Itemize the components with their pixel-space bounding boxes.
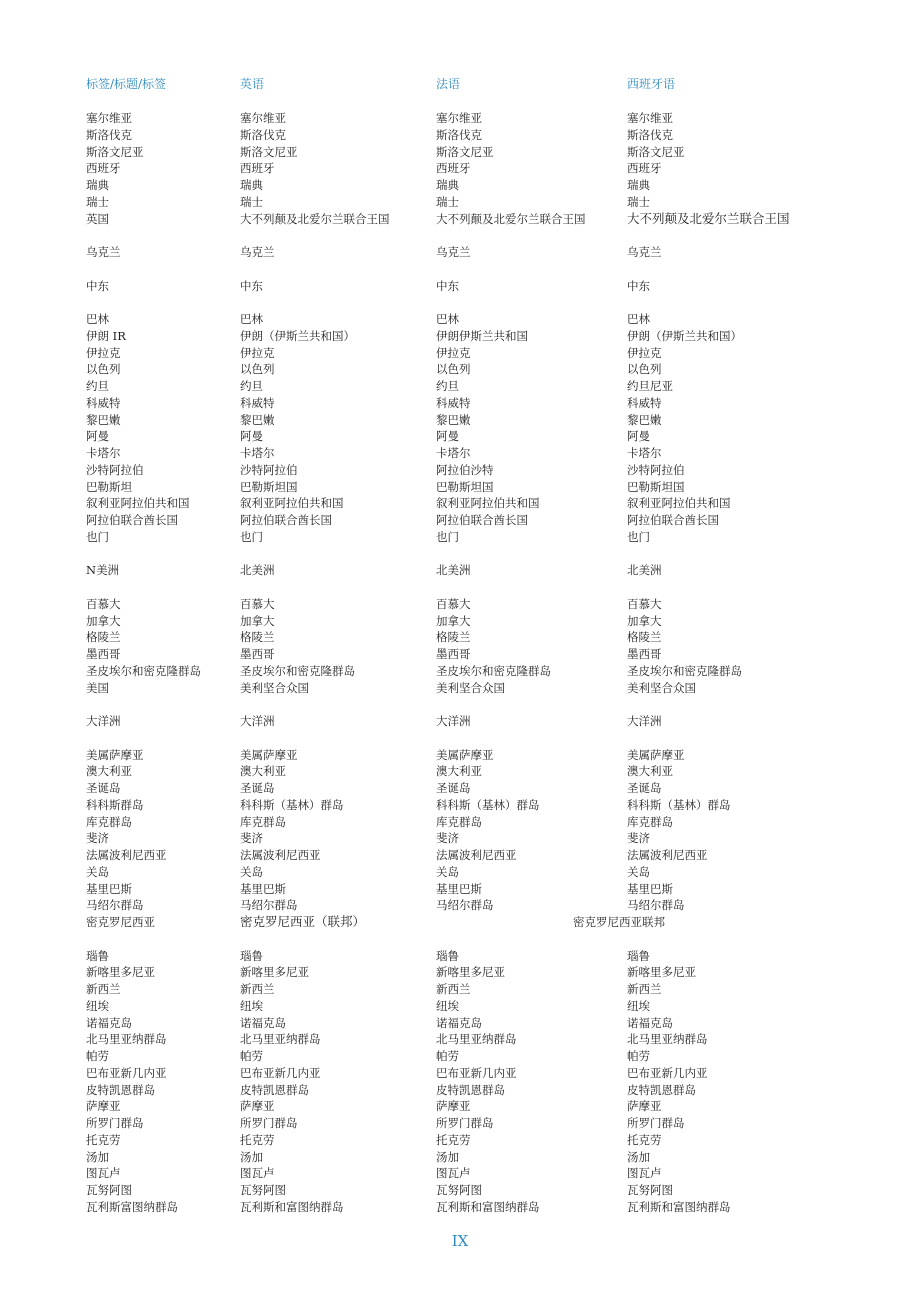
list-item: 加拿大 xyxy=(240,613,275,628)
list-item: 纽埃 xyxy=(240,998,263,1013)
list-item: 萨摩亚 xyxy=(86,1099,121,1114)
list-item: 图瓦卢 xyxy=(86,1166,121,1181)
list-item: 叙利亚阿拉伯共和国 xyxy=(436,496,540,511)
list-item: 瑞典 xyxy=(436,178,459,192)
list-item: 也门 xyxy=(436,529,459,544)
list-item: 密克罗尼西亚（联邦） xyxy=(240,914,366,929)
list-item: 圣诞岛 xyxy=(86,781,121,795)
list-item: 瓦利斯和富图纳群岛 xyxy=(436,1199,540,1214)
list-item xyxy=(240,261,390,278)
list-item: 科科斯（基林）群岛 xyxy=(627,797,731,812)
list-item: 纽埃 xyxy=(86,998,109,1013)
list-item: 美国 xyxy=(86,680,109,695)
list-item: 乌克兰 xyxy=(240,245,275,259)
list-item xyxy=(436,730,586,747)
list-item xyxy=(86,931,201,948)
list-item xyxy=(86,730,201,747)
list-item: 沙特阿拉伯 xyxy=(240,462,298,477)
list-item xyxy=(436,931,586,948)
list-item: 叙利亚阿拉伯共和国 xyxy=(627,496,731,511)
list-item: 纽埃 xyxy=(627,998,650,1013)
list-item: 中东 xyxy=(86,278,109,293)
list-item xyxy=(240,931,390,948)
list-item: 法属波利尼西亚 xyxy=(436,848,517,862)
list-item: 美利坚合众国 xyxy=(436,680,505,695)
list-item: 也门 xyxy=(86,529,109,544)
list-item: 塞尔维亚 xyxy=(86,111,132,125)
list-item: 北马里亚纳群岛 xyxy=(240,1032,321,1047)
list-item: 圣皮埃尔和密克隆群岛 xyxy=(86,663,201,678)
list-item: 约旦 xyxy=(436,379,459,393)
list-item: 北美洲 xyxy=(627,563,662,578)
header-spanish: 西班牙语 xyxy=(627,77,676,91)
list-item: 瓦利斯富图纳群岛 xyxy=(86,1199,178,1214)
list-item: 格陵兰 xyxy=(86,630,121,645)
list-item: 塞尔维亚 xyxy=(627,111,673,125)
list-item: 以色列 xyxy=(436,362,471,377)
list-item: 大洋洲 xyxy=(436,714,471,728)
list-item: 黎巴嫩 xyxy=(627,412,662,427)
list-item: 法属波利尼西亚 xyxy=(240,848,321,862)
list-item: 阿拉伯沙特 xyxy=(436,462,494,477)
list-item: 瑙鲁 xyxy=(240,948,263,963)
list-item: 中东 xyxy=(627,278,650,293)
list-item xyxy=(436,579,586,596)
list-item: 西班牙 xyxy=(86,161,121,176)
list-item: 阿拉伯联合酋长国 xyxy=(627,513,719,527)
list-item: 大不列颠及北爱尔兰联合王国 xyxy=(627,210,790,226)
list-item: 萨摩亚 xyxy=(240,1099,275,1114)
header-english: 英语 xyxy=(240,77,265,91)
list-item: 美利坚合众国 xyxy=(240,680,309,695)
list-item: 诺福克岛 xyxy=(86,1015,132,1030)
list-item: 以色列 xyxy=(86,362,121,377)
list-item: 约旦 xyxy=(86,379,109,393)
list-item: 马绍尔群岛 xyxy=(240,898,298,913)
list-item: 关岛 xyxy=(436,864,459,879)
list-item: 新西兰 xyxy=(240,982,275,996)
list-item xyxy=(240,546,390,563)
list-item: 科科斯群岛 xyxy=(86,797,144,812)
list-item: 阿拉伯联合酋长国 xyxy=(436,513,528,527)
list-item: 以色列 xyxy=(627,362,662,377)
column-english xyxy=(240,110,390,1216)
list-item: 加拿大 xyxy=(86,613,121,628)
list-item: 墨西哥 xyxy=(240,647,275,661)
list-item: 巴勒斯坦国 xyxy=(240,479,298,494)
list-item: 卡塔尔 xyxy=(240,446,275,460)
list-item: 库克群岛 xyxy=(240,814,286,829)
list-item: 汤加 xyxy=(240,1149,263,1164)
list-item: 格陵兰 xyxy=(436,630,471,645)
list-item: 密克罗尼西亚 xyxy=(86,915,155,929)
list-item: 基里巴斯 xyxy=(86,881,132,896)
list-item: 诺福克岛 xyxy=(436,1015,482,1030)
list-item: 巴林 xyxy=(86,312,109,326)
list-item: 加拿大 xyxy=(627,613,662,628)
list-item: 托克劳 xyxy=(627,1132,662,1147)
list-item: 西班牙 xyxy=(240,161,275,176)
list-item: 斯洛文尼亚 xyxy=(436,144,494,159)
list-item: 科科斯（基林）群岛 xyxy=(436,797,540,812)
list-item: 图瓦卢 xyxy=(240,1166,275,1181)
list-item: 澳大利亚 xyxy=(240,764,286,779)
list-item: 阿曼 xyxy=(86,429,109,444)
list-item: 所罗门群岛 xyxy=(436,1116,494,1130)
list-item: 新喀里多尼亚 xyxy=(240,965,309,980)
list-item xyxy=(627,227,790,244)
list-item: 斯洛伐克 xyxy=(627,127,673,142)
list-item: 帕劳 xyxy=(627,1049,650,1063)
list-item: 美属萨摩亚 xyxy=(86,747,144,762)
list-item: 西班牙 xyxy=(627,161,662,176)
list-item: 新喀里多尼亚 xyxy=(627,965,696,980)
list-item: 萨摩亚 xyxy=(436,1099,471,1114)
list-item: 叙利亚阿拉伯共和国 xyxy=(86,496,190,511)
list-item: 科威特 xyxy=(627,395,662,410)
list-item: 帕劳 xyxy=(436,1049,459,1063)
list-item: 瑞典 xyxy=(240,178,263,192)
list-item: 科科斯（基林）群岛 xyxy=(240,797,344,812)
list-item xyxy=(436,227,586,244)
list-item xyxy=(627,294,790,311)
list-item: 北马里亚纳群岛 xyxy=(86,1032,167,1047)
list-item: 新西兰 xyxy=(627,982,662,996)
list-item: 格陵兰 xyxy=(627,630,662,645)
list-item xyxy=(436,696,586,713)
list-item: 美利坚合众国 xyxy=(627,680,696,695)
list-item xyxy=(86,261,201,278)
list-item: 巴林 xyxy=(436,312,459,326)
list-item: 托克劳 xyxy=(86,1132,121,1147)
list-item: 库克群岛 xyxy=(627,814,673,829)
list-item: 大洋洲 xyxy=(627,714,662,728)
list-item: 乌克兰 xyxy=(436,245,471,259)
list-item: 卡塔尔 xyxy=(86,446,121,460)
list-item: 澳大利亚 xyxy=(436,764,482,779)
list-item: 斐济 xyxy=(627,831,650,846)
list-item: 澳大利亚 xyxy=(627,764,673,779)
list-item: 百慕大 xyxy=(86,596,121,611)
list-item: 帕劳 xyxy=(240,1049,263,1063)
list-item: 斯洛文尼亚 xyxy=(240,144,298,159)
list-item xyxy=(240,579,390,596)
list-item: 斯洛文尼亚 xyxy=(627,144,685,159)
list-item: 大洋洲 xyxy=(240,714,275,728)
list-item: 加拿大 xyxy=(436,613,471,628)
list-item: 诺福克岛 xyxy=(627,1015,673,1030)
list-item: 所罗门群岛 xyxy=(240,1116,298,1130)
list-item: 墨西哥 xyxy=(86,647,121,661)
header-french: 法语 xyxy=(436,77,461,91)
list-item: 瑞士 xyxy=(436,194,459,209)
list-item: 托克劳 xyxy=(436,1132,471,1147)
list-item: 关岛 xyxy=(240,864,263,879)
list-item xyxy=(240,294,390,311)
header-label-title: 标签/标题/标签 xyxy=(86,77,167,91)
list-item: 以色列 xyxy=(240,362,275,377)
list-item: 瑞典 xyxy=(627,178,650,192)
list-item: 皮特凯恩群岛 xyxy=(436,1082,505,1097)
list-item: 瑞典 xyxy=(86,178,109,192)
list-item: 伊拉克 xyxy=(86,345,121,360)
list-item: 塞尔维亚 xyxy=(436,111,482,125)
list-item xyxy=(86,696,201,713)
list-item: 纽埃 xyxy=(436,998,459,1013)
list-item: 科威特 xyxy=(436,395,471,410)
list-item: 卡塔尔 xyxy=(436,446,471,460)
list-item: 伊拉克 xyxy=(436,345,471,360)
list-item: 圣皮埃尔和密克隆群岛 xyxy=(436,663,551,678)
list-item: 塞尔维亚 xyxy=(240,111,286,125)
list-item: 所罗门群岛 xyxy=(86,1116,144,1130)
list-item: 新喀里多尼亚 xyxy=(86,965,155,980)
column-spanish xyxy=(627,110,790,1216)
list-item: 皮特凯恩群岛 xyxy=(240,1082,309,1097)
list-item: 巴勒斯坦国 xyxy=(436,479,494,494)
list-item: 新西兰 xyxy=(86,982,121,996)
list-item: 美属萨摩亚 xyxy=(436,747,494,762)
list-item: 北美洲 xyxy=(436,563,471,578)
list-item: 乌克兰 xyxy=(627,245,662,259)
list-item: 西班牙 xyxy=(436,161,471,176)
list-item: 伊朗（伊斯兰共和国） xyxy=(627,328,742,343)
list-item: 黎巴嫩 xyxy=(240,412,275,427)
list-item: 百慕大 xyxy=(240,596,275,611)
list-item: 马绍尔群岛 xyxy=(436,898,494,913)
list-item xyxy=(436,546,586,563)
list-item: 斯洛文尼亚 xyxy=(86,144,144,159)
list-item: 中东 xyxy=(240,278,263,293)
list-item: 美属萨摩亚 xyxy=(627,747,685,762)
list-item: 法属波利尼西亚 xyxy=(627,848,708,862)
list-item: 新西兰 xyxy=(436,982,471,996)
list-item: 大洋洲 xyxy=(86,714,121,728)
column-labels xyxy=(86,110,201,1216)
list-item: 格陵兰 xyxy=(240,630,275,645)
list-item: 基里巴斯 xyxy=(240,881,286,896)
list-item: 沙特阿拉伯 xyxy=(86,462,144,477)
list-item: 瓦努阿图 xyxy=(436,1183,482,1197)
list-item xyxy=(627,914,790,931)
list-item: 库克群岛 xyxy=(436,814,482,829)
list-item: 密克罗尼西亚联邦 xyxy=(573,915,665,929)
list-item: 新喀里多尼亚 xyxy=(436,965,505,980)
list-item: 阿曼 xyxy=(240,429,263,444)
list-item: 斐济 xyxy=(436,831,459,846)
list-item: 黎巴嫩 xyxy=(436,412,471,427)
list-item: 斯洛伐克 xyxy=(86,127,132,142)
list-item: 伊朗伊斯兰共和国 xyxy=(436,328,528,343)
list-item: 巴勒斯坦国 xyxy=(627,479,685,494)
list-item xyxy=(627,579,790,596)
list-item: 马绍尔群岛 xyxy=(86,898,144,913)
page-number: IX xyxy=(451,1232,469,1250)
list-item: 约旦 xyxy=(240,379,263,393)
list-item xyxy=(436,261,586,278)
list-item: 巴林 xyxy=(627,312,650,326)
list-item xyxy=(627,261,790,278)
list-item: 圣诞岛 xyxy=(436,781,471,795)
list-item: 瑙鲁 xyxy=(436,948,459,963)
list-item: 法属波利尼西亚 xyxy=(86,848,167,862)
list-item: 百慕大 xyxy=(627,596,662,611)
list-item: 墨西哥 xyxy=(436,647,471,661)
list-item xyxy=(86,227,201,244)
list-item: 叙利亚阿拉伯共和国 xyxy=(240,496,344,511)
list-item: 百慕大 xyxy=(436,596,471,611)
list-item: 北马里亚纳群岛 xyxy=(627,1032,708,1047)
list-item: 英国 xyxy=(86,211,109,226)
list-item: 科威特 xyxy=(240,395,275,410)
list-item: 沙特阿拉伯 xyxy=(627,462,685,477)
list-item: 巴布亚新几内亚 xyxy=(240,1065,321,1080)
list-item: 伊拉克 xyxy=(240,345,275,360)
list-item xyxy=(86,579,201,596)
list-item: 巴布亚新几内亚 xyxy=(86,1065,167,1080)
list-item: 汤加 xyxy=(86,1149,109,1164)
list-item xyxy=(240,227,390,244)
list-item xyxy=(627,730,790,747)
list-item: 斯洛伐克 xyxy=(436,127,482,142)
list-item: 圣诞岛 xyxy=(627,781,662,795)
list-item: 也门 xyxy=(627,529,650,544)
list-item: 阿曼 xyxy=(436,429,459,444)
list-item: N美洲 xyxy=(86,563,120,578)
list-item: 诺福克岛 xyxy=(240,1015,286,1030)
list-item: 瓦努阿图 xyxy=(86,1183,132,1197)
list-item: 阿拉伯联合酋长国 xyxy=(86,513,178,527)
list-item: 基里巴斯 xyxy=(436,881,482,896)
list-item: 巴林 xyxy=(240,312,263,326)
list-item: 墨西哥 xyxy=(627,647,662,661)
list-item xyxy=(86,294,201,311)
list-item: 伊朗（伊斯兰共和国） xyxy=(240,328,355,343)
list-item: 斐济 xyxy=(240,831,263,846)
list-item: 瑞士 xyxy=(627,194,650,209)
list-item: 巴布亚新几内亚 xyxy=(436,1065,517,1080)
list-item: 图瓦卢 xyxy=(436,1166,471,1181)
list-item xyxy=(436,294,586,311)
list-item: 澳大利亚 xyxy=(86,764,132,779)
list-item xyxy=(627,696,790,713)
list-item: 瓦利斯和富图纳群岛 xyxy=(627,1199,731,1214)
list-item xyxy=(627,546,790,563)
list-item: 皮特凯恩群岛 xyxy=(627,1082,696,1097)
list-item: 大不列颠及北爱尔兰联合王国 xyxy=(436,211,586,226)
list-item: 斐济 xyxy=(86,831,109,846)
list-item: 基里巴斯 xyxy=(627,881,673,896)
list-item: 中东 xyxy=(436,278,459,293)
list-item: 约旦尼亚 xyxy=(627,379,673,393)
list-item: 瑞士 xyxy=(240,194,263,209)
list-item: 皮特凯恩群岛 xyxy=(86,1082,155,1097)
list-item: 巴布亚新几内亚 xyxy=(627,1065,708,1080)
list-item: 汤加 xyxy=(627,1149,650,1164)
list-item: 阿拉伯联合酋长国 xyxy=(240,513,332,527)
list-item: 黎巴嫩 xyxy=(86,412,121,427)
list-item: 圣皮埃尔和密克隆群岛 xyxy=(627,663,742,678)
list-item: 伊拉克 xyxy=(627,345,662,360)
list-item: 所罗门群岛 xyxy=(627,1116,685,1130)
list-item: 帕劳 xyxy=(86,1049,109,1063)
list-item: 瓦努阿图 xyxy=(627,1183,673,1197)
list-item: 瓦努阿图 xyxy=(240,1183,286,1197)
list-item xyxy=(627,931,790,948)
list-item: 北马里亚纳群岛 xyxy=(436,1032,517,1047)
list-item: 萨摩亚 xyxy=(627,1099,662,1114)
list-item: 库克群岛 xyxy=(86,814,132,829)
list-item: 大不列颠及北爱尔兰联合王国 xyxy=(240,211,390,226)
list-item: 托克劳 xyxy=(240,1132,275,1147)
list-item: 瑞士 xyxy=(86,194,109,209)
list-item: 图瓦卢 xyxy=(627,1166,662,1181)
list-item: 圣诞岛 xyxy=(240,781,275,795)
list-item: 阿曼 xyxy=(627,429,650,444)
list-item: 斯洛伐克 xyxy=(240,127,286,142)
list-item: 瑙鲁 xyxy=(627,948,650,963)
list-item: 也门 xyxy=(240,529,263,544)
list-item: 汤加 xyxy=(436,1149,459,1164)
list-item xyxy=(240,730,390,747)
list-item: 关岛 xyxy=(86,864,109,879)
list-item: 瑙鲁 xyxy=(86,948,109,963)
list-item: 卡塔尔 xyxy=(627,446,662,460)
list-item xyxy=(86,546,201,563)
list-item: 圣皮埃尔和密克隆群岛 xyxy=(240,663,355,678)
list-item: 巴勒斯坦 xyxy=(86,479,132,494)
list-item: 北美洲 xyxy=(240,563,275,578)
list-item: 瓦利斯和富图纳群岛 xyxy=(240,1199,344,1214)
list-item: 科威特 xyxy=(86,395,121,410)
list-item: 马绍尔群岛 xyxy=(627,898,685,913)
list-item: 伊朗 IR xyxy=(86,328,126,343)
list-item: 美属萨摩亚 xyxy=(240,747,298,762)
list-item: 关岛 xyxy=(627,864,650,879)
list-item xyxy=(240,696,390,713)
list-item: 乌克兰 xyxy=(86,245,121,259)
